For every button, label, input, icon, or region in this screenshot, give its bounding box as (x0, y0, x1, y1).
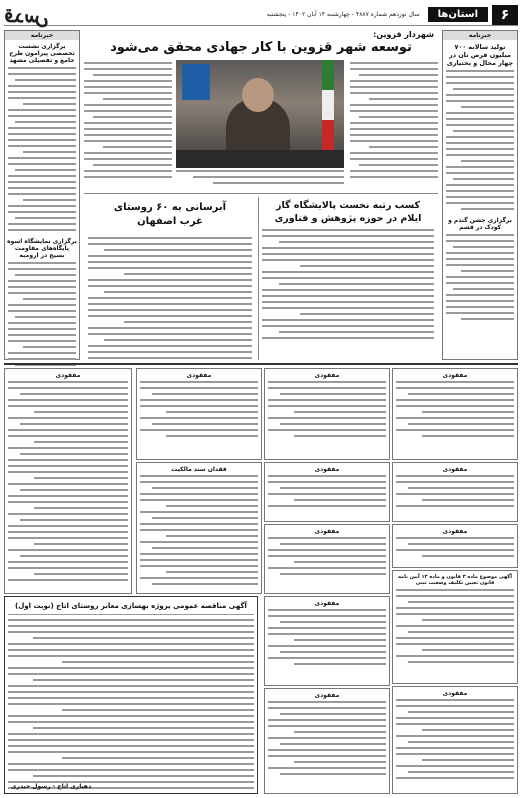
story-isfahan-water (84, 197, 256, 360)
ad-cell-1-title: مفقودی (442, 372, 468, 379)
right-item-2-body (443, 234, 517, 320)
story-ilam-headline: کسب رتبه نخست پالایشگاه گاز ایلام در حوزه پژوهش و فناوری (274, 200, 422, 224)
right-column-label: خبرنامه (443, 31, 517, 40)
newspaper-logo (4, 2, 49, 27)
left-item-1-body (5, 67, 79, 231)
ad-cell-9 (264, 688, 390, 794)
mayor-photo (176, 60, 344, 168)
ad-cell-6 (264, 462, 390, 522)
left-item-2-body (5, 262, 79, 366)
ad-cell-10 (136, 368, 262, 460)
ad-cell-10-title: مفقودی (186, 372, 212, 379)
logo-text: قدس (4, 2, 49, 27)
ad-cell-5-title: مفقودی (314, 372, 340, 379)
left-item-2-title: برگزاری نمایشگاه اسوه پایگاه‌های مقاومت بسیج در ارومیه (7, 238, 77, 259)
story-ilam-body (258, 227, 438, 345)
story-isfahan-headline: آبرسانی به ۶۰ روستای غرب اصفهان (113, 202, 227, 227)
tender-ad (4, 596, 258, 794)
ad-cell-6-title: مفقودی (314, 466, 340, 473)
ad-cell-3 (392, 524, 518, 568)
issue-line: سال نوزدهم شماره ۴۸۸۷ - چهارشنبه ۱۴ آبان ۱۴۰۲ - پنجشنبه (266, 11, 420, 18)
page-number: ۶ (492, 5, 518, 25)
main-story-headline: توسعه شهر قزوین با کار جهادی محقق می‌شود (110, 40, 412, 55)
ad-cell-4 (392, 686, 518, 794)
right-item-1-title: تولید سالانه ۷۰۰ میلیون قرص نان در چهار محال و بختیاری (446, 43, 514, 67)
main-story-kicker: شهردار قزوین: (373, 30, 434, 39)
ad-cell-1 (392, 368, 518, 460)
left-column-label: خبرنامه (5, 31, 79, 40)
right-news-column (442, 30, 518, 360)
ad-cell-2 (392, 462, 518, 522)
story-isfahan-body (84, 233, 256, 367)
ad-cell-7 (264, 524, 390, 594)
tender-footer: دهیاری اتاج - رسول حیدری (11, 783, 92, 790)
tender-body (8, 615, 254, 789)
ad-cell-3-title: مفقودی (442, 528, 468, 535)
story-ilam-gas (258, 197, 438, 360)
ad-cell-7-title: مفقودی (314, 528, 340, 535)
ad-cell-9-title: مفقودی (314, 692, 340, 699)
tender-title: آگهی مناقصه عمومی پروژه بهسازی معابر روستای اتاج (نوبت اول) (8, 600, 254, 615)
right-item-1-body (443, 70, 517, 210)
ad-cell-2-title: مفقودی (442, 466, 468, 473)
ad-hall-title: فقدان سند مالکیت (171, 466, 227, 473)
ad-cell-11-title: مفقودی (55, 372, 81, 379)
ad-hall (136, 462, 262, 594)
ad-cell-11 (4, 368, 132, 594)
ad-cell-8 (264, 596, 390, 686)
left-item-1-title: برگزاری نشست تخصصی پیرامون طرح جامع و تفصیلی مشهد (9, 43, 75, 64)
main-story-body-right (350, 62, 438, 187)
main-story-body-left (84, 62, 172, 187)
ad-notice-title: آگهی موضوع ماده ۳ قانون و ماده ۱۳ آیین نامه قانون تعیین تکلیف وضعیت ثبتی (398, 574, 512, 586)
section-tag: استان‌ها (428, 7, 488, 22)
ad-notice (392, 570, 518, 684)
photo-caption (176, 170, 344, 190)
ad-cell-8-title: مفقودی (314, 600, 340, 607)
masthead (4, 4, 518, 26)
left-news-column (4, 30, 80, 360)
ad-cell-4-title: مفقودی (442, 690, 468, 697)
ad-cell-5 (264, 368, 390, 460)
right-item-2-title: برگزاری جشن گندم و کودک در قشم (448, 217, 512, 231)
